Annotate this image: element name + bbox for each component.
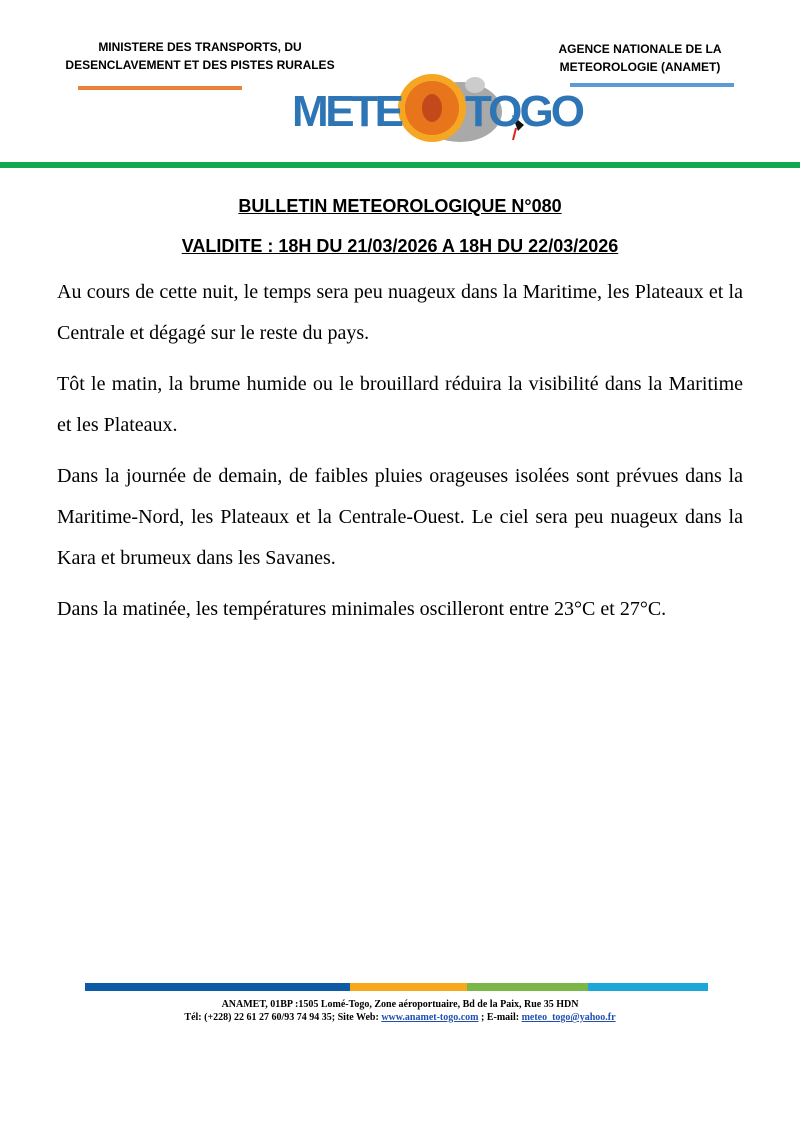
agency-line1: AGENCE NATIONALE DE LA (558, 42, 722, 56)
footer-bar-orange (350, 983, 467, 991)
orange-divider (78, 86, 242, 90)
footer-address: ANAMET, 01BP :1505 Lomé-Togo, Zone aéroportuaire, Bd de la Paix, Rue 35 HDN (221, 999, 579, 1010)
meteo-togo-logo (290, 70, 590, 150)
footer-tel: Tél: (+228) 22 61 27 60/93 74 94 35; Site Web: (184, 1012, 382, 1023)
email-link[interactable]: meteo_togo@yahoo.fr (521, 1012, 616, 1023)
website-link[interactable]: www.anamet-togo.com (381, 1012, 479, 1023)
ministry-line1: MINISTERE DES TRANSPORTS, DU (98, 40, 302, 54)
paragraph-day: Dans la journée de demain, de faibles pluies orageuses isolées sont prévues dans la Maritime-Nord, les Plateaux et la Centrale-Ouest. Le ciel sera peu nuageux dans la Kara et brumeux dans les Savanes. (57, 465, 743, 569)
paragraph-temperatures: Dans la matinée, les températures minimales oscilleront entre 23°C et 27°C. (57, 598, 667, 620)
blue-divider (570, 83, 734, 87)
footer-bar-cyan (588, 983, 708, 991)
green-header-rule (0, 162, 800, 168)
bulletin-body (57, 272, 743, 640)
footer-bar-green (467, 983, 588, 991)
bulletin-title: BULLETIN METEOROLOGIQUE N°080 (238, 196, 562, 216)
paragraph-morning: Tôt le matin, la brume humide ou le brouillard réduira la visibilité dans la Maritime et les Plateaux. (57, 373, 743, 436)
paragraph-night: Au cours de cette nuit, le temps sera peu nuageux dans la Maritime, les Plateaux et la Centrale et dégagé sur le reste du pays. (57, 281, 743, 344)
validity: VALIDITE : 18H DU 21/03/2026 A 18H DU 22/03/2026 (181, 236, 619, 256)
footer-bar-blue (85, 983, 350, 991)
agency-line2: METEOROLOGIE (ANAMET) (559, 60, 721, 74)
footer-contact (0, 1012, 800, 1023)
ministry-name (60, 38, 340, 74)
email-label: ; E-mail: (478, 1012, 522, 1023)
svg-text:METE: METE (292, 87, 404, 136)
ministry-line2: DESENCLAVEMENT ET DES PISTES RURALES (65, 58, 335, 72)
svg-text:TOGO: TOGO (465, 87, 585, 136)
